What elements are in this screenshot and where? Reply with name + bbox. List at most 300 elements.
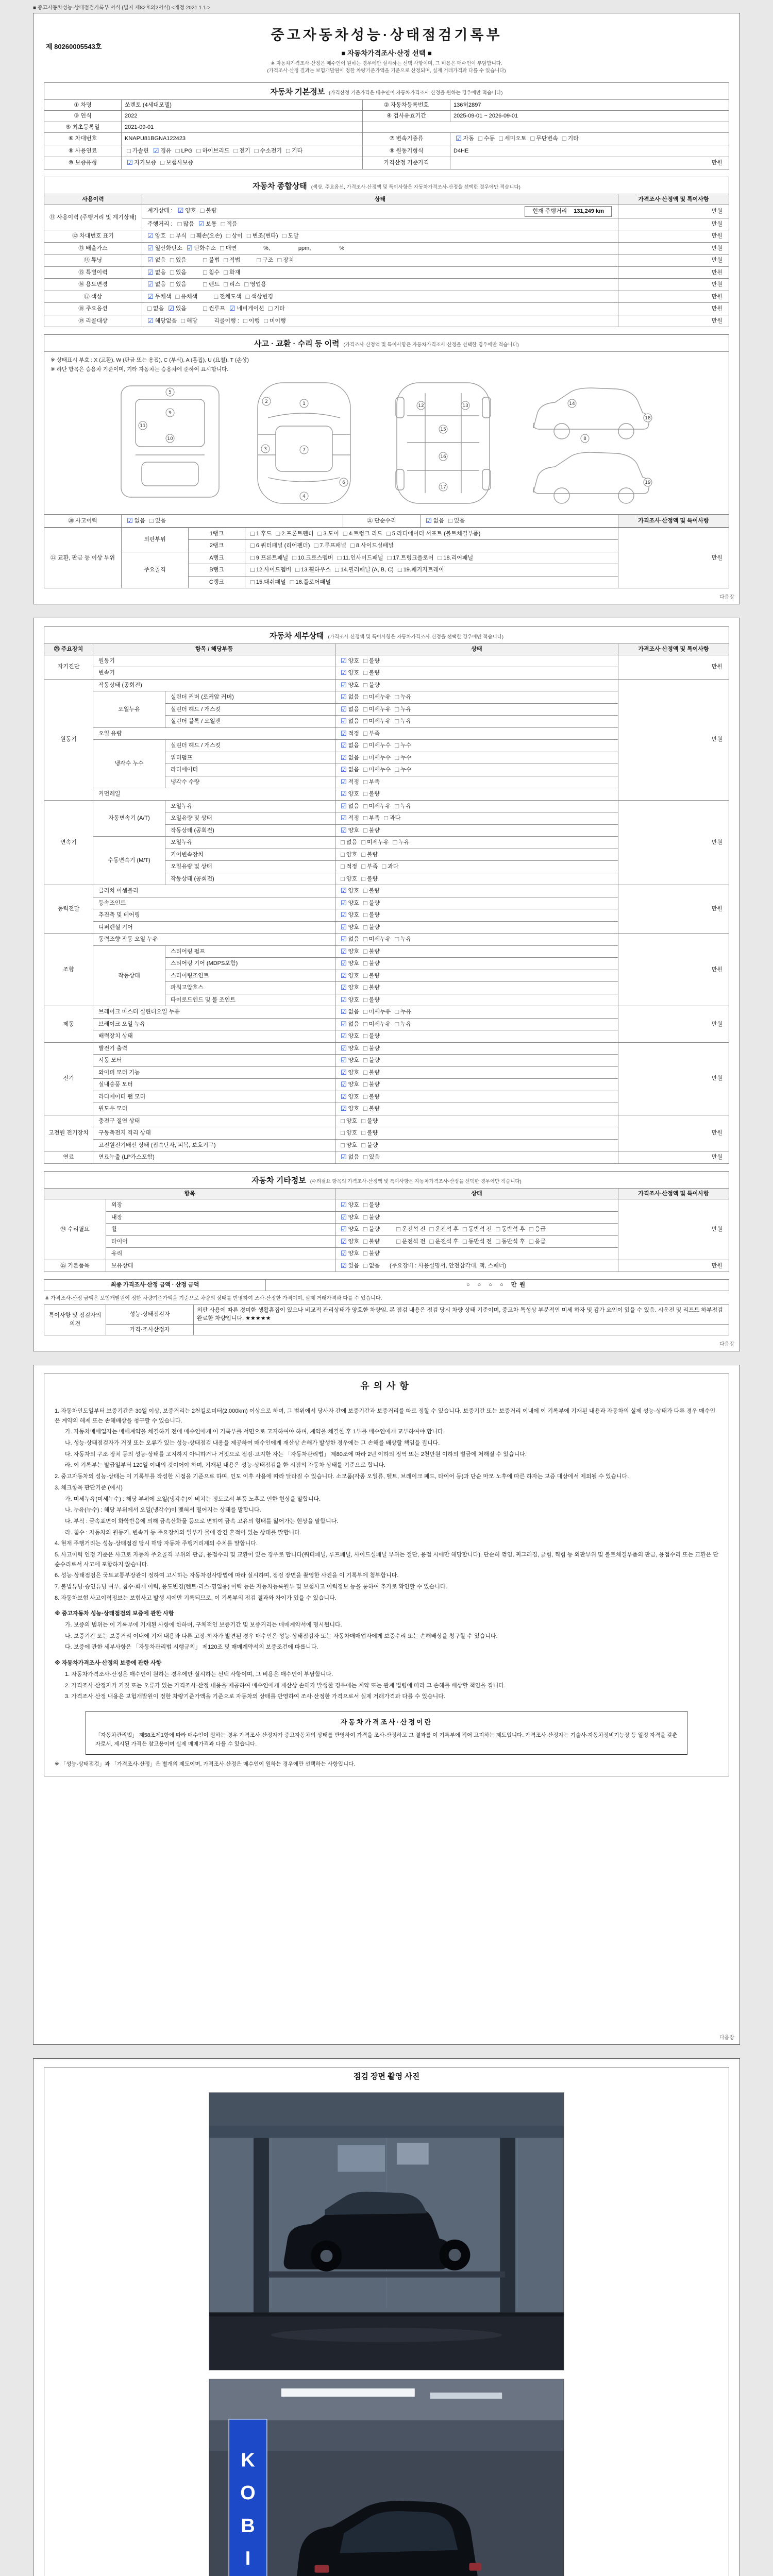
status-cell xyxy=(335,1260,618,1272)
checked-checkbox-icon: ☑ xyxy=(341,995,347,1004)
item-label: 오일누유 xyxy=(165,837,335,849)
device-label: ㉔ 수리필요 xyxy=(44,1199,106,1260)
checkbox-option: □ 5.라디에이터 서포트 (볼트체결부품) xyxy=(386,529,481,537)
item-label: 디퍼렌셜 기어 xyxy=(93,921,335,934)
unchecked-checkbox-icon: □ xyxy=(127,146,131,155)
unchecked-checkbox-icon: □ xyxy=(203,256,207,264)
svg-text:17: 17 xyxy=(440,485,446,490)
item-label: 커먼레일 xyxy=(93,788,335,801)
unchecked-checkbox-icon: □ xyxy=(246,232,251,240)
etc-section xyxy=(44,1171,729,1273)
car-name-label: ① 차명 xyxy=(44,99,122,111)
fuel-options xyxy=(122,145,363,157)
unchecked-checkbox-icon: □ xyxy=(264,316,268,325)
notice-item: 가. 보증의 범위는 이 기록부에 기재된 사항에 한하며, 구체적인 보증기간 및 보증거리는 매매계약서에 명시됩니다. xyxy=(65,1622,342,1629)
checkbox-option: □ 미세누유 xyxy=(363,935,391,943)
checkbox-option: □ 3.도어 xyxy=(317,529,339,537)
unchecked-checkbox-icon: □ xyxy=(395,766,399,773)
unchecked-checkbox-icon: □ xyxy=(181,316,186,325)
status-cell xyxy=(335,994,618,1006)
unchecked-checkbox-icon: □ xyxy=(282,232,287,240)
unchecked-checkbox-icon: □ xyxy=(257,256,261,264)
status-cell xyxy=(335,921,618,934)
status-cell xyxy=(335,1066,618,1079)
wall-poster xyxy=(338,2145,385,2172)
notice-item: 나. 성능·상태점검자가 거짓 또는 오류가 있는 성능·상태점검 내용을 제공하여 매수인에게 재산상 손해가 발생한 경우에는 그 손해를 배상할 책임을 집니다. xyxy=(65,1440,440,1447)
checked-checkbox-icon: ☑ xyxy=(341,899,347,907)
fuel-label: ⑧ 사용연료 xyxy=(44,145,122,157)
checkbox-option: □ 미세누유 xyxy=(363,1020,391,1028)
taillight xyxy=(469,2563,481,2571)
checkbox-option: □ 10.크로스멤버 xyxy=(292,553,333,562)
checked-checkbox-icon: ☑ xyxy=(341,790,347,798)
svg-text:15: 15 xyxy=(440,427,446,432)
unchecked-checkbox-icon: □ xyxy=(395,741,399,749)
inspector-label: 성능·상태점검자 xyxy=(106,1304,194,1324)
unchecked-checkbox-icon: □ xyxy=(363,802,367,810)
status-cell xyxy=(335,800,618,812)
rank-label: 2랭크 xyxy=(189,540,245,552)
checkbox-option: □ 누수 xyxy=(395,766,412,773)
svg-text:11: 11 xyxy=(140,423,146,429)
checkbox-option: □ 불량 xyxy=(363,995,380,1004)
unchecked-checkbox-icon: □ xyxy=(243,316,247,325)
checkbox-option: □ 불량 xyxy=(363,790,380,798)
status-cell xyxy=(335,837,618,849)
notice-item: 6. 성능·상태점검은 국토교통부장관이 정하여 고시하는 자동차검사방법에 따라 실시하며, 점검 장면을 촬영한 사진을 이 기록부에 첨부합니다. xyxy=(55,1572,399,1579)
checkbox-option: □ 전체도색 xyxy=(214,292,242,300)
unchecked-checkbox-icon: □ xyxy=(361,850,365,858)
price-cell: 만원 xyxy=(618,303,729,315)
checkbox-option: □ 불량 xyxy=(363,1225,380,1233)
unchecked-checkbox-icon: □ xyxy=(363,741,367,749)
photos-title: 점검 장면 촬영 사진 xyxy=(44,2067,729,2084)
checked-checkbox-icon: ☑ xyxy=(153,146,159,155)
status-cell xyxy=(335,1042,618,1055)
checkbox-option: ☑ 없음 xyxy=(127,517,145,524)
rank-items xyxy=(245,540,618,552)
notice-item: 나. 보증기간 또는 보증거리 이내에 기재 내용과 다른 고장·하자가 발견된 경우 매수인은 성능·상태점검자 또는 자동차매매업자에게 보증수리 또는 손해배상을 청구할 수 있습니다. xyxy=(65,1633,498,1639)
checkbox-option: □ 누수 xyxy=(395,741,412,749)
col-header-item: 항목 / 해당부품 xyxy=(93,644,335,655)
category-label: 냉각수 누수 xyxy=(93,740,165,788)
unchecked-checkbox-icon: □ xyxy=(254,146,259,155)
checkbox-option: □ 수동 xyxy=(478,134,495,142)
status-cell xyxy=(335,1248,618,1260)
next-page-label: 다음장 xyxy=(719,2035,734,2041)
item-label: 등속조인트 xyxy=(93,897,335,909)
checkbox-option: □ 8.사이드실패널 xyxy=(350,541,394,549)
unchecked-checkbox-icon: □ xyxy=(314,541,318,549)
unchecked-checkbox-icon: □ xyxy=(395,1020,399,1028)
svg-text:10: 10 xyxy=(167,436,173,442)
checkbox-option: ☑ 해당없음 xyxy=(147,316,177,325)
unchecked-checkbox-icon: □ xyxy=(363,1044,367,1052)
notice-item: 나. 누유(누수) : 해당 부위에서 오일(냉각수)이 맺혀서 떨어지는 상태를 말합니다. xyxy=(65,1507,261,1514)
notice-item: 가. 자동차매매업자는 매매계약을 체결하기 전에 매수인에게 이 기록부를 서면으로 고지하여야 하며, 계약을 체결한 후 1부를 매수인에게 교부하여야 합니다. xyxy=(65,1429,445,1435)
rank-items xyxy=(245,564,618,577)
status-cell xyxy=(335,788,618,801)
checkbox-option: ☑ 양호 xyxy=(341,681,359,689)
page-4 xyxy=(33,2058,740,2576)
unchecked-checkbox-icon: □ xyxy=(250,566,255,573)
item-label: 배력장치 상태 xyxy=(93,1030,335,1043)
checkbox-option: □ 없음 xyxy=(363,1261,380,1269)
checkbox-option: ☑ 없음 xyxy=(341,693,359,701)
status-cell xyxy=(335,824,618,837)
checkbox-option: □ 16.플로어패널 xyxy=(290,578,331,586)
table-row xyxy=(44,122,729,133)
checkbox-option: □ 썬루프 xyxy=(203,304,225,312)
checkbox-option: □ 동반석 전 xyxy=(462,1225,492,1233)
accident-options xyxy=(122,515,343,528)
checked-checkbox-icon: ☑ xyxy=(341,656,347,665)
checkbox-option: □ 영업용 xyxy=(244,280,267,288)
unchecked-checkbox-icon: □ xyxy=(361,862,365,870)
remark-table xyxy=(44,1304,729,1336)
unchecked-checkbox-icon: □ xyxy=(250,529,255,537)
checked-checkbox-icon: ☑ xyxy=(341,1044,347,1052)
basic-info-table xyxy=(44,99,729,170)
checkbox-option: ☑ 양호 xyxy=(341,1213,359,1221)
unchecked-checkbox-icon: □ xyxy=(395,717,399,725)
item-label: 브레이크 마스터 실린더오일 누유 xyxy=(93,1006,335,1019)
unchecked-checkbox-icon: □ xyxy=(341,874,345,883)
unchecked-checkbox-icon: □ xyxy=(363,1008,367,1015)
unchecked-checkbox-icon: □ xyxy=(290,578,294,586)
checked-checkbox-icon: ☑ xyxy=(341,705,347,713)
category-label: 오일누유 xyxy=(93,691,165,728)
checkbox-option: □ 동반석 후 xyxy=(496,1225,525,1233)
unchecked-checkbox-icon: □ xyxy=(147,304,152,312)
item-label: 라디에이터 xyxy=(165,764,335,776)
checked-checkbox-icon: ☑ xyxy=(177,207,184,214)
unchecked-checkbox-icon: □ xyxy=(363,1249,367,1257)
checkbox-option: □ 적정 xyxy=(341,862,358,870)
status-cell xyxy=(142,303,618,315)
item-label: 워터펌프 xyxy=(165,752,335,764)
table-row xyxy=(44,1151,729,1164)
document-title: 중고자동차성능·상태점검기록부 xyxy=(271,27,502,43)
checked-checkbox-icon: ☑ xyxy=(426,517,432,524)
transmission-label: ⑦ 변속기종류 xyxy=(363,133,450,145)
status-cell xyxy=(335,1224,618,1236)
unchecked-checkbox-icon: □ xyxy=(363,766,367,773)
checkbox-option: □ 도말 xyxy=(282,232,299,240)
unchecked-checkbox-icon: □ xyxy=(361,1141,365,1149)
row-label: ⑮ 특별이력 xyxy=(44,266,142,279)
unchecked-checkbox-icon: □ xyxy=(341,850,345,858)
ceiling-light xyxy=(281,2388,415,2397)
checked-checkbox-icon: ☑ xyxy=(147,244,154,252)
unchecked-checkbox-icon: □ xyxy=(363,899,367,907)
checkbox-option: □ 불량 xyxy=(363,911,380,919)
device-label: 연료 xyxy=(44,1151,93,1164)
checkbox-option: □ 불량 xyxy=(363,681,380,689)
section-title-text: 자동차 종합상태 xyxy=(253,181,307,191)
checkbox-option: ☑ 양호 xyxy=(341,1237,359,1245)
status-cell xyxy=(335,1151,618,1164)
checkbox-option: □ 누유 xyxy=(395,717,412,725)
status-cell xyxy=(335,1018,618,1030)
status-cell xyxy=(335,970,618,982)
unchecked-checkbox-icon: □ xyxy=(363,935,367,943)
print-header-line: ■ 중고자동차성능·상태점검기록부 서식 (별지 제82호의2서식) <개정 2021.1.1.> xyxy=(33,5,211,11)
checkbox-option: ☑ 양호 xyxy=(341,984,359,991)
item-label: 원동기 xyxy=(93,655,335,667)
notice-item: 2. 중고자동차의 성능·상태는 이 기록부를 작성한 시점을 기준으로 하며, 인도 이후 사용에 따라 달라질 수 있습니다. 소모품(각종 오일류, 벨트, 브레이크 패드, 타이어 등)과 단순 마모·노후에 따른 하자는 보증 대상에서 제외될 수 있습니다. xyxy=(55,1473,629,1480)
table-row xyxy=(44,230,729,243)
section-title-text: 자동차 기본정보 xyxy=(270,87,325,96)
status-cell xyxy=(335,667,618,680)
checked-checkbox-icon: ☑ xyxy=(341,1020,347,1028)
checkbox-option: ☑ 없음 xyxy=(341,1008,359,1015)
checkbox-option: ☑ 양호 xyxy=(177,207,196,214)
status-cell xyxy=(335,1235,618,1248)
table-row xyxy=(44,315,729,327)
unchecked-checkbox-icon: □ xyxy=(462,1237,467,1245)
unchecked-checkbox-icon: □ xyxy=(438,553,442,562)
unchecked-checkbox-icon: □ xyxy=(363,1237,367,1245)
unchecked-checkbox-icon: □ xyxy=(363,1032,367,1040)
unchecked-checkbox-icon: □ xyxy=(343,529,347,537)
checkbox-option: □ 불량 xyxy=(363,1068,380,1076)
checked-checkbox-icon: ☑ xyxy=(341,984,347,991)
final-price-table xyxy=(44,1279,729,1291)
device-label: 원동기 xyxy=(44,679,93,800)
final-price-label: 최종 가격조사·산정 금액 · 산정 금액 xyxy=(44,1280,266,1291)
checkbox-option: ☑ 경유 xyxy=(153,146,172,155)
status-cell xyxy=(335,1199,618,1212)
svg-text:2: 2 xyxy=(265,399,268,404)
checked-checkbox-icon: ☑ xyxy=(341,887,347,894)
unchecked-checkbox-icon: □ xyxy=(530,134,535,142)
checkbox-option: ☑ 보통 xyxy=(198,219,217,228)
col-header-price: 가격조사·산정액 및 특이사항 xyxy=(618,1188,729,1199)
price-column-header: 가격조사·산정액 및 특이사항 xyxy=(618,515,729,528)
checked-checkbox-icon: ☑ xyxy=(341,717,347,725)
notice-item: 5. 사고이력 인정 기준은 사고로 자동차 주요골격 부위의 판금, 용접수리 및 교환이 있는 경우로 합니다(쿼터패널, 루프패널, 사이드실패널 부위는 절단, 용접 시에만 해당합니다). 단순히 꺾임, 찌그러짐, 긁힘, 찍힘 등 외판부위 및 볼트체결부품의 판금, 용접수리 또는 교환은 단순수리로서 사고에 포함하지 않습니다. xyxy=(55,1551,718,1568)
unchecked-checkbox-icon: □ xyxy=(286,146,290,155)
checkbox-option: □ 있음 xyxy=(363,1153,380,1161)
checkbox-option: ☑ 양호 xyxy=(341,669,359,676)
option-text: (주요장비 : 사용설명서, 안전삼각대, 잭, 스패너) xyxy=(384,1262,507,1269)
item-label: 휠 xyxy=(106,1224,335,1236)
wall-poster xyxy=(397,2143,429,2165)
checkbox-option: ☑ 양호 xyxy=(341,1201,359,1209)
checkbox-option: ☑ 없음 xyxy=(147,280,166,288)
checkbox-option: □ 상이 xyxy=(226,232,243,240)
unchecked-checkbox-icon: □ xyxy=(200,207,205,214)
unchecked-checkbox-icon: □ xyxy=(478,134,482,142)
table-row xyxy=(44,679,729,691)
table-row xyxy=(44,934,729,946)
checkbox-option: □ 부족 xyxy=(363,729,380,737)
checkbox-option: □ 전기 xyxy=(233,146,250,155)
status-cell xyxy=(335,679,618,691)
checkbox-option: □ 미세누유 xyxy=(363,1008,391,1015)
status-cell xyxy=(335,934,618,946)
unchecked-checkbox-icon: □ xyxy=(170,280,174,288)
status-cell xyxy=(142,230,618,243)
item-label: 유리 xyxy=(106,1248,335,1260)
table-row xyxy=(44,242,729,255)
table-row xyxy=(44,1280,729,1291)
checked-checkbox-icon: ☑ xyxy=(341,959,347,967)
status-cell xyxy=(335,764,618,776)
final-price-note: ※ 가격조사·산정 금액은 보험개발원이 정한 차량기준가액을 기준으로 차량의 상태를 반영하여 조사·산정한 가격이며, 실제 거래가격과 다를 수 있습니다. xyxy=(45,1295,382,1301)
reg-no-label: ② 자동차등록번호 xyxy=(363,99,450,111)
price-cell: 만원 xyxy=(618,885,729,934)
checkbox-option: □ 불량 xyxy=(361,1116,378,1125)
checked-checkbox-icon: ☑ xyxy=(341,1225,347,1233)
row-label: ⑬ 배출가스 xyxy=(44,242,142,255)
checkbox-option: □ 운전석 후 xyxy=(429,1225,459,1233)
unchecked-checkbox-icon: □ xyxy=(396,1237,400,1245)
checkbox-option: □ 응급 xyxy=(529,1225,546,1233)
base-price-label: 가격산정 기준가격 xyxy=(363,157,450,170)
checkbox-option: □ 기타 xyxy=(562,134,579,142)
table-header-row xyxy=(44,1188,729,1199)
document-header xyxy=(44,22,729,75)
table-row xyxy=(44,157,729,170)
page-1 xyxy=(33,13,740,604)
checkbox-option: □ 미세누유 xyxy=(363,717,391,725)
checkbox-option: ☑ 있음 xyxy=(341,1261,359,1269)
checked-checkbox-icon: ☑ xyxy=(341,669,347,676)
simple-repair-label: ㉑ 단순수리 xyxy=(343,515,421,528)
base-price-value: 만원 xyxy=(450,157,729,170)
row-label: ⑱ 주요옵션 xyxy=(44,303,142,315)
item-label: 타이어 xyxy=(106,1235,335,1248)
item-label: 윈도우 모터 xyxy=(93,1103,335,1115)
unchecked-checkbox-icon: □ xyxy=(363,947,367,955)
item-label: 연료누출 (LP가스포함) xyxy=(93,1151,335,1164)
unchecked-checkbox-icon: □ xyxy=(203,280,207,288)
checked-checkbox-icon: ☑ xyxy=(168,304,174,312)
checkbox-option: □ 불량 xyxy=(363,887,380,894)
row-label: ⑫ 차대번호 표기 xyxy=(44,230,142,243)
device-label: 전기 xyxy=(44,1042,93,1115)
checked-checkbox-icon: ☑ xyxy=(127,517,133,524)
checked-checkbox-icon: ☑ xyxy=(341,1105,347,1112)
checkbox-option: □ 누수 xyxy=(395,753,412,761)
price-cell: 만원 xyxy=(618,266,729,279)
section-title-note: (가격조사·산정액 및 특이사항은 자동차가격조사·산정을 선택한 경우에만 적습니다) xyxy=(328,634,504,640)
notice-item: 다. 보증에 관한 세부사항은 「자동차관리법 시행규칙」 제120조 및 매매계약서의 보증조건에 따릅니다. xyxy=(65,1644,318,1651)
history-section xyxy=(44,334,729,588)
unchecked-checkbox-icon: □ xyxy=(160,159,165,166)
table-row xyxy=(44,1260,729,1272)
banner-text: K O B I xyxy=(240,2449,256,2570)
svg-text:9: 9 xyxy=(169,411,172,416)
checkbox-option: □ 불법 xyxy=(203,256,220,264)
detail-table xyxy=(44,643,729,1164)
unchecked-checkbox-icon: □ xyxy=(363,971,367,979)
checkbox-option: ☑ 양호 xyxy=(341,656,359,665)
unchecked-checkbox-icon: □ xyxy=(384,814,388,822)
outer-panel-label: 외판부위 xyxy=(122,528,189,552)
year-label: ③ 연식 xyxy=(44,111,122,122)
checked-checkbox-icon: ☑ xyxy=(147,280,154,288)
checkbox-option: □ 불량 xyxy=(363,1092,380,1100)
checkbox-option: □ 1.후드 xyxy=(250,529,272,537)
unchecked-checkbox-icon: □ xyxy=(395,935,399,943)
checkbox-option: ☑ 없음 xyxy=(341,1153,359,1161)
category-label: 수동변속기 (M/T) xyxy=(93,837,165,885)
checkbox-option: ☑ 없음 xyxy=(341,705,359,713)
table-header-row xyxy=(44,194,729,205)
inspector-opinion: 외판 사용에 따른 경미한 생활흠집이 있으나 비교적 관리상태가 양호한 차량임. 본 점검 내용은 점검 당시 차량 상태 기준이며, 중고차 특성상 부분적인 미세 하자 및 감가 요인이 있을 수 있음. 시운전 및 리프트 하부점검 완료한 차량입니다. ★★★★★ xyxy=(194,1304,729,1324)
section-title-text: 자동차 기타정보 xyxy=(251,1176,306,1185)
unchecked-checkbox-icon: □ xyxy=(496,1225,500,1233)
unchecked-checkbox-icon: □ xyxy=(177,219,182,228)
svg-text:1: 1 xyxy=(303,401,306,406)
current-mileage: 현재 주행거리 131,249 km xyxy=(525,206,612,217)
device-label: 자기진단 xyxy=(44,655,93,679)
unchecked-checkbox-icon: □ xyxy=(363,790,367,798)
status-cell xyxy=(335,727,618,740)
checkbox-option: □ 있음 xyxy=(448,517,465,524)
checked-checkbox-icon: ☑ xyxy=(229,304,236,312)
page-3 xyxy=(33,1365,740,2045)
checkbox-option: □ 불량 xyxy=(361,1129,378,1137)
unchecked-checkbox-icon: □ xyxy=(363,984,367,991)
price-cell: 만원 xyxy=(618,205,729,218)
checkbox-option: □ 있음 xyxy=(170,268,187,276)
checkbox-option: □ 15.대쉬패널 xyxy=(250,578,286,586)
checkbox-option: □ 불량 xyxy=(363,1080,380,1088)
checkbox-option: □ 18.리어패널 xyxy=(438,553,474,562)
item-label: 스티어링조인트 xyxy=(165,970,335,982)
checkbox-option: □ 불량 xyxy=(363,1056,380,1064)
svg-text:8: 8 xyxy=(583,436,586,442)
checkbox-option: □ 불량 xyxy=(361,850,378,858)
ceiling-light xyxy=(430,2393,502,2399)
checkbox-option: □ 14.필러패널 (A, B, C) xyxy=(334,566,394,573)
status-prefix: 주행거리 : xyxy=(147,221,173,227)
row-label: ⑭ 튜닝 xyxy=(44,255,142,267)
first-reg-value: 2021-09-01 xyxy=(122,122,363,133)
unchecked-checkbox-icon: □ xyxy=(363,705,367,713)
checkbox-option: □ 무단변속 xyxy=(530,134,558,142)
checked-checkbox-icon: ☑ xyxy=(341,1056,347,1064)
item-label: 내장 xyxy=(106,1211,335,1224)
item-label: 클러치 어셈블리 xyxy=(93,885,335,897)
next-page-label: 다음장 xyxy=(719,595,734,600)
checkbox-option: □ 누유 xyxy=(395,693,412,701)
status-cell xyxy=(335,752,618,764)
status-cell xyxy=(335,1127,618,1140)
checkbox-option: □ LPG xyxy=(175,146,193,155)
checkbox-option: □ 부족 xyxy=(363,777,380,786)
table-row xyxy=(44,133,729,145)
unchecked-checkbox-icon: □ xyxy=(363,729,367,737)
checkbox-option: ☑ 없음 xyxy=(341,802,359,810)
section-title-text: 사고 · 교환 · 수리 등 이력 xyxy=(254,340,340,348)
checkbox-option: □ 12.사이드멤버 xyxy=(250,566,292,573)
unchecked-checkbox-icon: □ xyxy=(170,268,174,276)
col-header-status: 상태 xyxy=(335,644,618,655)
overall-table xyxy=(44,194,729,328)
checkbox-option: □ 색상변경 xyxy=(245,292,274,300)
status-cell xyxy=(335,861,618,873)
device-label: 조향 xyxy=(44,934,93,1006)
basic-info-section xyxy=(44,82,729,170)
price-cell: 만원 xyxy=(618,1115,729,1151)
lift-post xyxy=(500,2138,515,2313)
checked-checkbox-icon: ☑ xyxy=(186,244,193,252)
